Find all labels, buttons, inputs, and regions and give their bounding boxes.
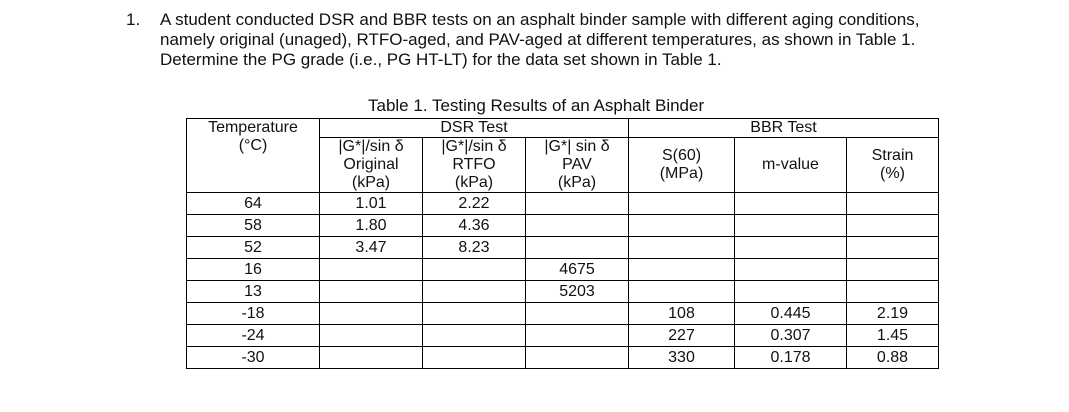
table-row <box>187 259 939 281</box>
cell-s60: 227 <box>629 325 735 347</box>
cell-pav <box>526 237 629 259</box>
header-text: (kPa) <box>351 174 391 191</box>
header-text: |G*| sin δ <box>544 138 610 155</box>
table-row <box>187 325 939 347</box>
results-table <box>186 118 939 369</box>
header-text: |G*|/sin δ <box>338 138 404 155</box>
cell-strain <box>847 193 939 215</box>
cell-temp: 64 <box>187 193 320 215</box>
cell-temp: -18 <box>187 303 320 325</box>
cell-pav <box>526 215 629 237</box>
header-bbr-group: BBR Test <box>629 119 939 138</box>
cell-rtfo <box>423 303 526 325</box>
cell-rtfo <box>423 259 526 281</box>
header-text: (%) <box>880 165 905 182</box>
cell-m-value <box>735 215 847 237</box>
cell-temp: 13 <box>187 281 320 303</box>
cell-original <box>320 303 423 325</box>
cell-s60 <box>629 259 735 281</box>
cell-original: 1.01 <box>320 193 423 215</box>
table-row <box>187 303 939 325</box>
header-text: PAV <box>562 156 592 173</box>
table-caption: Table 1. Testing Results of an Asphalt Binder <box>368 96 705 115</box>
cell-original <box>320 281 423 303</box>
cell-m-value: 0.178 <box>735 347 847 369</box>
header-text: Original <box>343 156 399 173</box>
problem-line: Determine the PG grade (i.e., PG HT-LT) for the data set shown in Table 1. <box>160 50 722 69</box>
header-temperature <box>187 119 320 193</box>
cell-rtfo <box>423 325 526 347</box>
cell-original <box>320 325 423 347</box>
cell-m-value <box>735 237 847 259</box>
header-s60 <box>629 138 735 193</box>
cell-rtfo <box>423 281 526 303</box>
cell-temp: 58 <box>187 215 320 237</box>
cell-pav <box>526 193 629 215</box>
problem-line: A student conducted DSR and BBR tests on an asphalt binder sample with different aging conditions, <box>160 10 920 29</box>
cell-strain: 2.19 <box>847 303 939 325</box>
cell-rtfo <box>423 347 526 369</box>
header-temperature-label: Temperature <box>208 119 298 136</box>
cell-temp: 16 <box>187 259 320 281</box>
cell-rtfo: 8.23 <box>423 237 526 259</box>
cell-strain <box>847 281 939 303</box>
cell-pav: 5203 <box>526 281 629 303</box>
header-text: (kPa) <box>454 174 494 191</box>
cell-m-value <box>735 281 847 303</box>
problem-number: 1. <box>126 10 141 29</box>
header-text: (kPa) <box>557 174 597 191</box>
cell-m-value: 0.445 <box>735 303 847 325</box>
cell-temp: -30 <box>187 347 320 369</box>
header-dsr-original <box>320 138 423 193</box>
header-text: S(60) <box>661 147 702 164</box>
cell-s60 <box>629 193 735 215</box>
header-text: (MPa) <box>659 165 704 182</box>
header-temperature-unit: (°C) <box>238 137 268 154</box>
cell-m-value <box>735 259 847 281</box>
cell-strain <box>847 215 939 237</box>
cell-temp: 52 <box>187 237 320 259</box>
cell-m-value: 0.307 <box>735 325 847 347</box>
table-row <box>187 193 939 215</box>
cell-original <box>320 347 423 369</box>
cell-pav: 4675 <box>526 259 629 281</box>
table-row <box>187 237 939 259</box>
cell-pav <box>526 347 629 369</box>
header-dsr-pav <box>526 138 629 193</box>
cell-rtfo: 4.36 <box>423 215 526 237</box>
header-m-value: m-value <box>735 138 847 193</box>
cell-strain <box>847 259 939 281</box>
cell-s60: 330 <box>629 347 735 369</box>
problem-text <box>160 10 1050 70</box>
cell-s60: 108 <box>629 303 735 325</box>
cell-original: 1.80 <box>320 215 423 237</box>
table-row <box>187 281 939 303</box>
header-strain <box>847 138 939 193</box>
cell-original <box>320 259 423 281</box>
header-text: Strain <box>871 147 914 164</box>
header-dsr-group: DSR Test <box>320 119 629 138</box>
header-dsr-rtfo <box>423 138 526 193</box>
cell-m-value <box>735 193 847 215</box>
table-row <box>187 347 939 369</box>
header-text: RTFO <box>452 156 496 173</box>
cell-temp: -24 <box>187 325 320 347</box>
cell-s60 <box>629 215 735 237</box>
cell-original: 3.47 <box>320 237 423 259</box>
cell-strain: 1.45 <box>847 325 939 347</box>
cell-strain <box>847 237 939 259</box>
cell-pav <box>526 325 629 347</box>
cell-rtfo: 2.22 <box>423 193 526 215</box>
cell-s60 <box>629 237 735 259</box>
header-text: |G*|/sin δ <box>441 138 507 155</box>
cell-pav <box>526 303 629 325</box>
cell-s60 <box>629 281 735 303</box>
table-row <box>187 215 939 237</box>
problem-line: namely original (unaged), RTFO-aged, and PAV-aged at different temperatures, as shown in Table 1. <box>160 30 916 49</box>
cell-strain: 0.88 <box>847 347 939 369</box>
